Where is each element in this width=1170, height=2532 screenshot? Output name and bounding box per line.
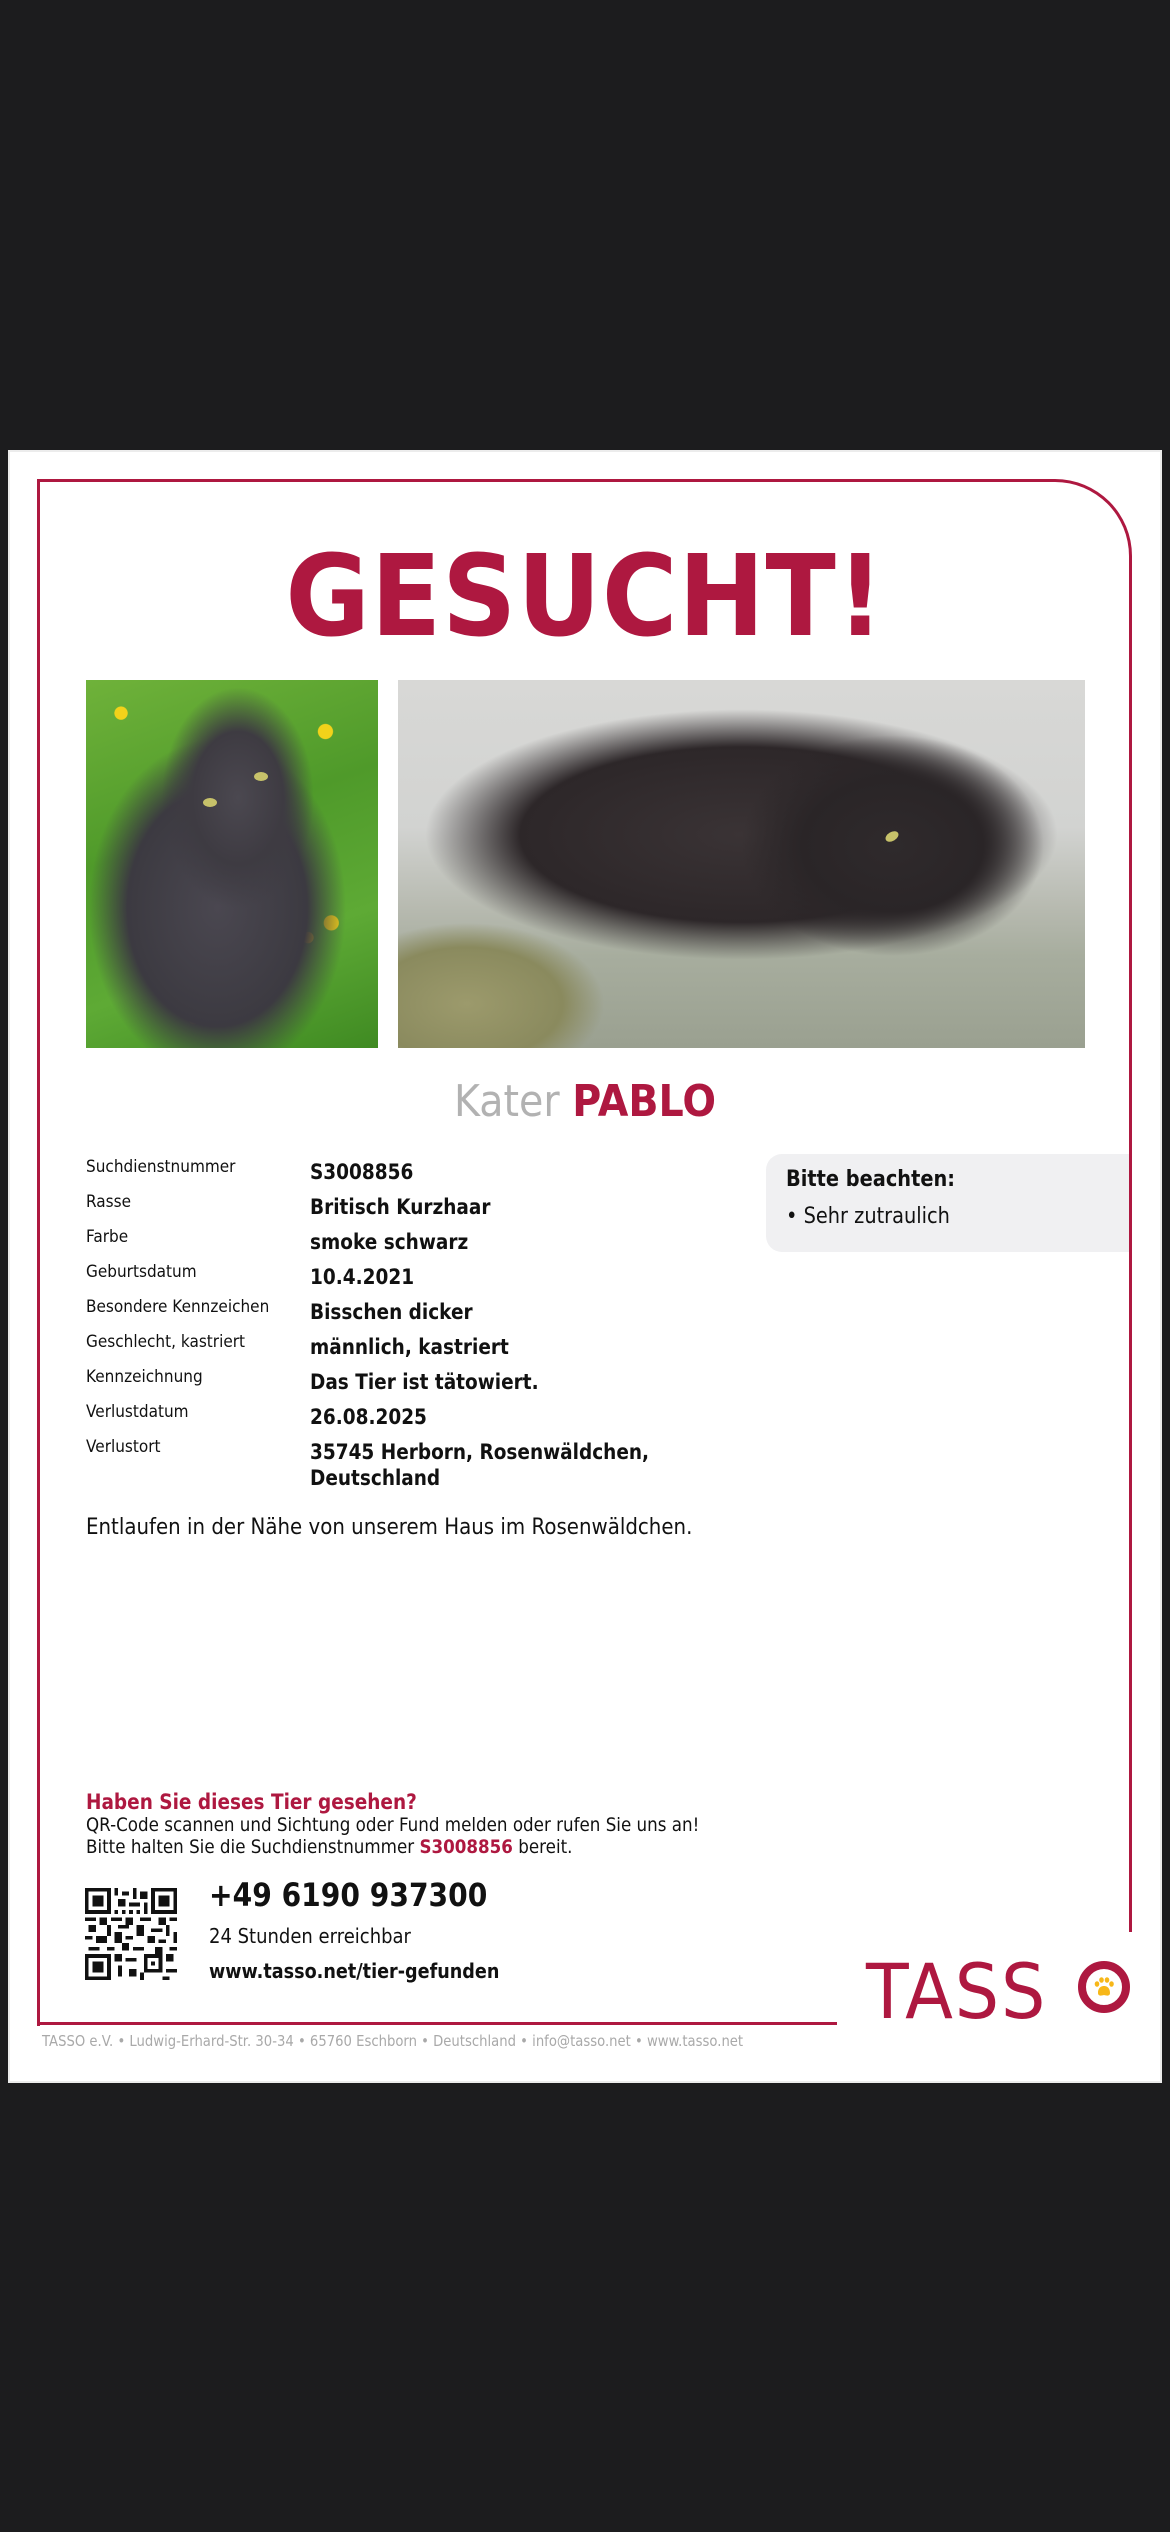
call-to-action [86,1790,826,1858]
detail-value: männlich, kastriert [310,1335,509,1359]
detail-value: Britisch Kurzhaar [310,1195,491,1219]
pet-name: PABLO [572,1076,717,1127]
tasso-logo-text: TASS [866,1947,1048,2036]
poster-frame-left [37,479,40,2026]
detail-row [86,1366,726,1401]
pet-species: Kater [453,1076,560,1127]
detail-row [86,1261,726,1296]
detail-row [86,1436,726,1496]
cat-eye [203,798,217,807]
cta-reference-prefix: Bitte halten Sie die Suchdienstnummer [86,1836,420,1858]
poster-title: GESUCHT! [285,532,885,662]
pet-name-heading [59,1072,1112,1132]
qr-code-icon[interactable] [85,1888,177,1980]
detail-value: Bisschen dicker [310,1300,473,1324]
cat-eye [254,772,268,781]
paw-icon [1093,1976,1115,1998]
tasso-logo [866,1947,1136,2036]
detail-row [86,1191,726,1226]
detail-row [86,1156,726,1191]
detail-row [86,1296,726,1331]
detail-value: S3008856 [310,1160,414,1184]
hotline-phone[interactable]: +49 6190 937300 [209,1876,488,1914]
detail-label: Suchdienstnummer [86,1157,236,1177]
detail-label: Besondere Kennzeichen [86,1297,270,1317]
detail-label: Geburtsdatum [86,1262,197,1282]
detail-value: 35745 Herborn, Rosenwäldchen, Deutschland [310,1440,650,1490]
poster-frame-right [1129,560,1132,1932]
cat-eye [884,829,901,844]
cat-photo-lying [398,680,1085,1048]
detail-row [86,1331,726,1366]
detail-value: 10.4.2021 [310,1265,415,1289]
detail-label: Verlustdatum [86,1402,189,1422]
detail-label: Rasse [86,1192,132,1212]
pet-details-list [86,1156,726,1496]
note-item: • Sehr zutraulich [786,1204,950,1229]
hotline-hours: 24 Stunden erreichbar [209,1924,411,1948]
report-url-link[interactable]: www.tasso.net/tier-gefunden [209,1959,500,1983]
detail-label: Kennzeichnung [86,1367,203,1387]
detail-label: Geschlecht, kastriert [86,1332,246,1352]
detail-label: Verlustort [86,1437,161,1457]
cta-heading: Haben Sie dieses Tier gesehen? [86,1790,417,1814]
footer-address: TASSO e.V. • Ludwig-Erhard-Str. 30-34 • 65760 Eschborn • Deutschland • info@tasso.net • www.tasso.net [42,2032,744,2050]
detail-row [86,1401,726,1436]
detail-value: 26.08.2025 [310,1405,427,1429]
cta-instructions: QR-Code scannen und Sichtung oder Fund melden oder rufen Sie uns an! [86,1814,700,1836]
cta-reference-suffix: bereit. [512,1836,573,1858]
note-title: Bitte beachten: [786,1167,956,1192]
search-number-highlight: S3008856 [419,1836,513,1858]
note-box [766,1154,1129,1252]
loss-description: Entlaufen in der Nähe von unserem Haus im Rosenwäldchen. [86,1515,693,1540]
poster-frame-bottom [37,2022,837,2025]
cat-photo-grass [86,680,378,1048]
detail-value: Das Tier ist tätowiert. [310,1370,539,1394]
detail-row [86,1226,726,1261]
cta-reference [86,1836,737,1858]
detail-label: Farbe [86,1227,129,1247]
detail-value: smoke schwarz [310,1230,469,1254]
tasso-logo-o [1078,1961,1130,2013]
